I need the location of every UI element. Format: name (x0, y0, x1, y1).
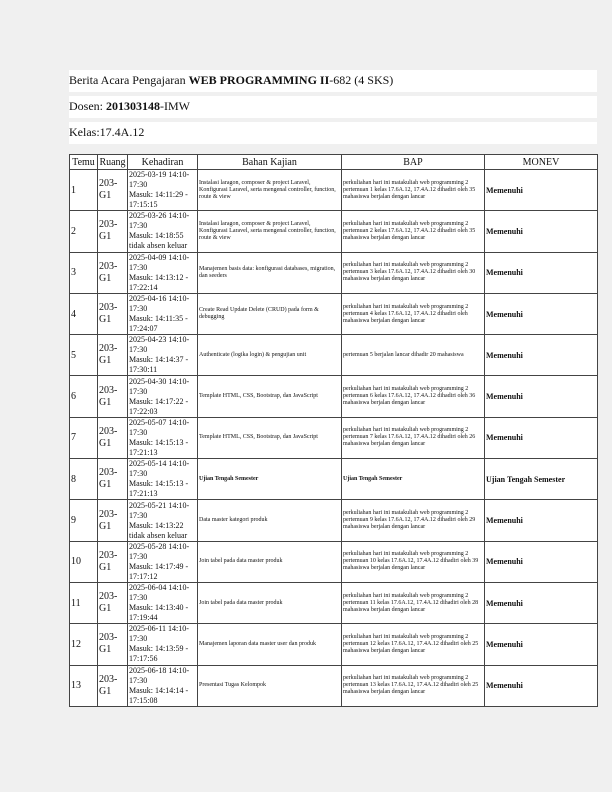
attendance-text: Masuk: 14:18:55 tidak absen keluar (129, 231, 188, 251)
cell-ruang: 203-G1 (98, 170, 128, 211)
attendance-text: Masuk: 14:13:40 - 17:19:44 (129, 603, 189, 623)
cell-kehadiran (128, 376, 198, 417)
col-header-temu: Temu (70, 155, 98, 170)
cell-bap: perkuliahan hari ini matakuliah web programming 2 pertemuan 7 kelas 17.6A.12, 17.4A.12 dihadiri oleh 26 mahasiswa berjalan dengan lancar (342, 417, 485, 458)
cell-temu: 2 (70, 211, 98, 252)
schedule-text: 2025-06-18 14:10-17:30 (129, 665, 190, 685)
course-suffix: -682 (4 SKS) (329, 73, 394, 87)
attendance-text: Masuk: 14:11:35 - 17:24:07 (129, 314, 188, 334)
table-row (70, 665, 598, 706)
cell-bahan-kajian: Instalasi laragon, composer & project Laravel, Konfigurasi Laravel, serta mengenal controller, function, route & view (198, 211, 342, 252)
attendance-text: Masuk: 14:11:29 - 17:15:15 (129, 190, 188, 210)
schedule-text: 2025-04-30 14:10-17:30 (129, 376, 190, 396)
cell-temu: 4 (70, 293, 98, 334)
cell-monev: Memenuhi (485, 293, 598, 334)
attendance-text: Masuk: 14:15:13 - 17:21:13 (129, 437, 189, 457)
cell-bahan-kajian: Create Read Update Delete (CRUD) pada form & debugging (198, 293, 342, 334)
cell-kehadiran (128, 417, 198, 458)
cell-bahan-kajian: Ujian Tengah Semester (198, 459, 342, 500)
attendance-text: Masuk: 14:13:59 - 17:17:56 (129, 644, 189, 664)
cell-kehadiran (128, 665, 198, 706)
cell-monev: Memenuhi (485, 665, 598, 706)
cell-monev: Ujian Tengah Semester (485, 459, 598, 500)
cell-monev: Memenuhi (485, 582, 598, 623)
table-row (70, 624, 598, 665)
cell-temu: 1 (70, 170, 98, 211)
dosen-label: Dosen: (69, 99, 106, 113)
cell-monev: Memenuhi (485, 624, 598, 665)
attendance-text: Masuk: 14:13:22 tidak absen keluar (129, 520, 188, 540)
cell-ruang: 203-G1 (98, 335, 128, 376)
cell-ruang: 203-G1 (98, 541, 128, 582)
class-line (69, 122, 597, 144)
schedule-text: 2025-04-16 14:10-17:30 (129, 294, 190, 314)
attendance-text: Masuk: 14:14:37 - 17:30:11 (129, 355, 189, 375)
cell-bahan-kajian: Authenticate (logika login) & pengujian unit (198, 335, 342, 376)
cell-temu: 12 (70, 624, 98, 665)
cell-temu: 11 (70, 582, 98, 623)
cell-monev: Memenuhi (485, 376, 598, 417)
cell-monev: Memenuhi (485, 170, 598, 211)
cell-ruang: 203-G1 (98, 500, 128, 541)
cell-kehadiran (128, 211, 198, 252)
cell-temu: 5 (70, 335, 98, 376)
cell-ruang: 203-G1 (98, 582, 128, 623)
schedule-text: 2025-06-04 14:10-17:30 (129, 583, 190, 603)
cell-bahan-kajian: Presentasi Tugas Kelompok (198, 665, 342, 706)
table-row (70, 500, 598, 541)
cell-ruang: 203-G1 (98, 376, 128, 417)
table-row (70, 211, 598, 252)
cell-kehadiran (128, 500, 198, 541)
cell-temu: 6 (70, 376, 98, 417)
cell-kehadiran (128, 541, 198, 582)
schedule-text: 2025-06-11 14:10-17:30 (129, 624, 189, 644)
cell-temu: 8 (70, 459, 98, 500)
cell-monev: Memenuhi (485, 252, 598, 293)
cell-kehadiran (128, 459, 198, 500)
attendance-text: Masuk: 14:13:12 - 17:22:14 (129, 272, 189, 292)
cell-temu: 3 (70, 252, 98, 293)
cell-ruang: 203-G1 (98, 624, 128, 665)
table-row (70, 252, 598, 293)
cell-bap: Ujian Tengah Semester (342, 459, 485, 500)
cell-monev: Memenuhi (485, 500, 598, 541)
attendance-text: Masuk: 14:15:13 - 17:21:13 (129, 479, 189, 499)
schedule-text: 2025-05-28 14:10-17:30 (129, 541, 190, 561)
schedule-text: 2025-04-23 14:10-17:30 (129, 335, 190, 355)
schedule-text: 2025-05-07 14:10-17:30 (129, 417, 190, 437)
cell-monev: Memenuhi (485, 211, 598, 252)
cell-kehadiran (128, 170, 198, 211)
schedule-text: 2025-05-14 14:10-17:30 (129, 459, 190, 479)
report-title (69, 70, 597, 92)
table-row (70, 417, 598, 458)
cell-kehadiran (128, 582, 198, 623)
cell-kehadiran (128, 624, 198, 665)
schedule-text: 2025-03-26 14:10-17:30 (129, 211, 190, 231)
cell-bap: perkuliahan hari ini matakuliah web programming 2 pertemuan 13 kelas 17.6A.12, 17.4A.12 dihadiri oleh 25 mahasiswa berjalan dengan lancar (342, 665, 485, 706)
cell-kehadiran (128, 252, 198, 293)
table-row (70, 459, 598, 500)
cell-monev: Memenuhi (485, 335, 598, 376)
title-prefix: Berita Acara Pengajaran (69, 73, 189, 87)
cell-monev: Memenuhi (485, 541, 598, 582)
cell-bahan-kajian: Manajemen laporan data master user dan produk (198, 624, 342, 665)
course-name: WEB PROGRAMMING II (188, 73, 330, 87)
attendance-text: Masuk: 14:17:22 - 17:22:03 (129, 396, 189, 416)
cell-bap: perkuliahan hari ini matakuliah web programming 2 pertemuan 2 kelas 17.6A.12, 17.4A.12 dihadiri oleh 35 mahasiswa berjalan dengan lancar (342, 211, 485, 252)
schedule-text: 2025-04-09 14:10-17:30 (129, 252, 190, 272)
col-header-ruang: Ruang (99, 156, 126, 168)
lecturer-line (69, 96, 597, 118)
cell-bahan-kajian: Template HTML, CSS, Bootstrap, dan JavaScript (198, 417, 342, 458)
cell-bap: perkuliahan hari ini matakuliah web programming 2 pertemuan 6 kelas 17.6A.12, 17.4A.12 dihadiri oleh 36 mahasiswa berjalan dengan lancar (342, 376, 485, 417)
cell-kehadiran (128, 293, 198, 334)
cell-temu: 9 (70, 500, 98, 541)
col-header-bap: BAP (342, 155, 485, 170)
cell-monev: Memenuhi (485, 417, 598, 458)
col-header-monev: MONEV (485, 155, 598, 170)
cell-temu: 10 (70, 541, 98, 582)
dosen-id: 201303148 (106, 99, 160, 113)
cell-ruang: 203-G1 (98, 417, 128, 458)
cell-bap: perkuliahan hari ini matakuliah web programming 2 pertemuan 12 kelas 17.6A.12, 17.4A.12 dihadiri oleh 25 mahasiswa berjalan dengan lancar (342, 624, 485, 665)
cell-bap: perkuliahan hari ini matakuliah web programming 2 pertemuan 11 kelas 17.6A.12, 17.4A.12 dihadiri oleh 28 mahasiswa berjalan dengan lancar (342, 582, 485, 623)
cell-bap: perkuliahan hari ini matakuliah web programming 2 pertemuan 4 kelas 17.6A.12, 17.4A.12 dihadiri oleh mahasiswa berjalan dengan lancar (342, 293, 485, 334)
cell-bap: perkuliahan hari ini matakuliah web programming 2 pertemuan 3 kelas 17.6A.12, 17.4A.12 dihadiri oleh 30 mahasiswa berjalan dengan lancar (342, 252, 485, 293)
cell-ruang: 203-G1 (98, 459, 128, 500)
schedule-text: 2025-05-21 14:10-17:30 (129, 500, 190, 520)
cell-ruang: 203-G1 (98, 293, 128, 334)
table-row (70, 376, 598, 417)
cell-bap: perkuliahan hari ini matakuliah web programming 2 pertemuan 10 kelas 17.6A.12, 17.4A.12 dihadiri oleh 39 mahasiswa berjalan dengan lancar (342, 541, 485, 582)
cell-bap: perkuliahan hari ini matakuliah web programming 2 pertemuan 9 kelas 17.6A.12, 17.4A.12 dihadiri oleh 29 mahasiswa berjalan dengan lancar (342, 500, 485, 541)
table-row (70, 582, 598, 623)
table-row (70, 293, 598, 334)
cell-bahan-kajian: Join tabel pada data master produk (198, 582, 342, 623)
cell-kehadiran (128, 335, 198, 376)
cell-bahan-kajian: Instalasi laragon, composer & project Laravel, Konfigurasi Laravel, serta mengenal controller, function, route & view (198, 170, 342, 211)
cell-bahan-kajian: Join tabel pada data master produk (198, 541, 342, 582)
dosen-suffix: -IMW (160, 99, 190, 113)
table-row (70, 541, 598, 582)
schedule-text: 2025-03-19 14:10-17:30 (129, 170, 190, 190)
cell-bahan-kajian: Data master kategori produk (198, 500, 342, 541)
cell-ruang: 203-G1 (98, 665, 128, 706)
col-header-kehadiran: Kehadiran (128, 155, 198, 170)
cell-bahan-kajian: Template HTML, CSS, Bootstrap, dan JavaScript (198, 376, 342, 417)
cell-ruang: 203-G1 (98, 252, 128, 293)
cell-bap: perkuliahan hari ini matakuliah web programming 2 pertemuan 1 kelas 17.6A.12, 17.4A.12 dihadiri oleh 35 mahasiswa berjalan dengan lancar (342, 170, 485, 211)
attendance-text: Masuk: 14:17:49 - 17:17:12 (129, 561, 189, 581)
cell-bap: pertemuan 5 berjalan lancar dihadir 20 mahasiswa (342, 335, 485, 376)
kelas-label: Kelas:17.4A.12 (69, 125, 145, 139)
cell-temu: 13 (70, 665, 98, 706)
cell-ruang: 203-G1 (98, 211, 128, 252)
col-header-bahan-kajian: Bahan Kajian (198, 155, 342, 170)
table-row (70, 335, 598, 376)
table-row (70, 170, 598, 211)
bap-table (69, 154, 598, 707)
cell-bahan-kajian: Manajemen basis data: konfigurasi databases, migration, dan seeders (198, 252, 342, 293)
cell-temu: 7 (70, 417, 98, 458)
attendance-text: Masuk: 14:14:14 - 17:15:08 (129, 685, 189, 705)
table-header-row (70, 155, 598, 170)
